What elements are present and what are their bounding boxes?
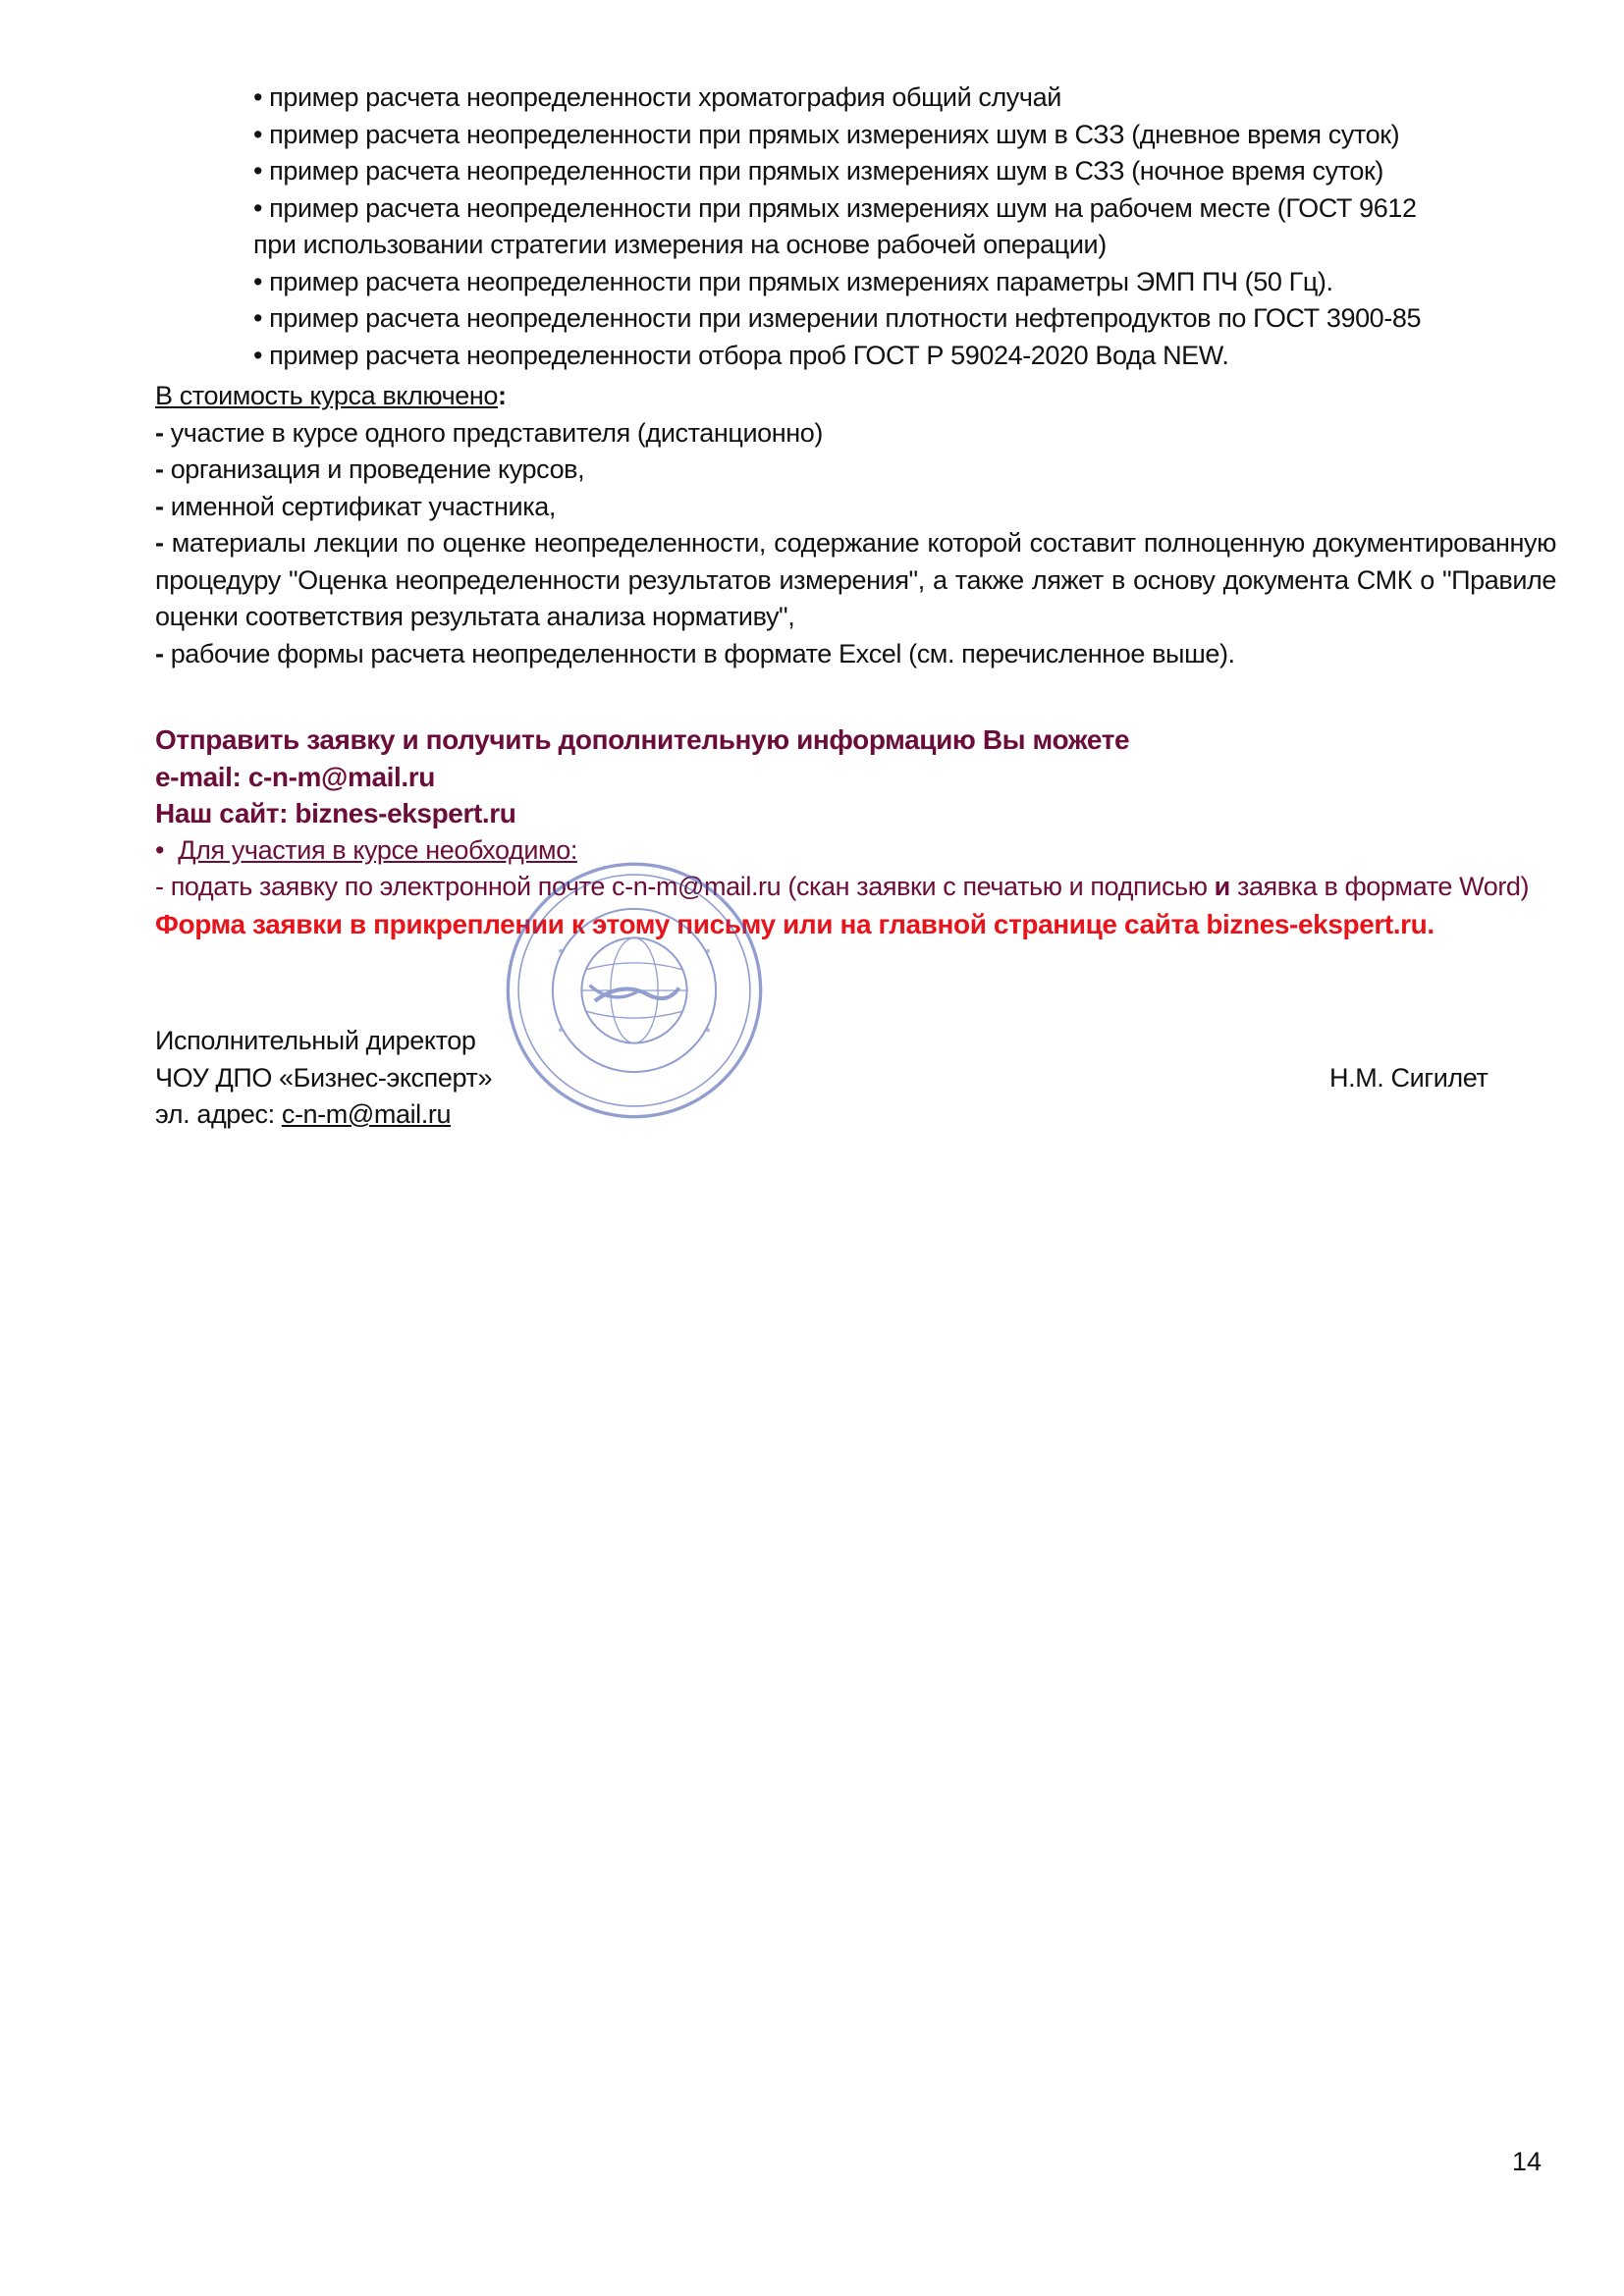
included-item-text: участие в курсе одного представителя (дистанционно) [163, 417, 823, 448]
included-heading-text: В стоимость курса включено [155, 381, 499, 410]
dash-marker: - [155, 491, 164, 521]
signature-block [155, 1023, 1530, 1134]
list-item: • пример расчета неопределенности при прямых измерениях шум в СЗЗ (дневное время суток) [253, 119, 1400, 149]
bullet-marker: • [155, 834, 165, 865]
apply-text-2: заявка в формате Word) [1229, 872, 1530, 901]
apply-text-bold: и [1214, 872, 1230, 901]
participation-heading [155, 832, 1556, 870]
list-item: • пример расчета неопределенности хроматография общий случай [253, 82, 1061, 112]
contact-site[interactable]: Наш сайт: biznes-ekspert.ru [155, 798, 516, 828]
contact-intro: Отправить заявку и получить дополнительную информацию Вы можете [155, 724, 1130, 755]
signature-email-link[interactable]: c-n-m@mail.ru [281, 1099, 452, 1129]
list-item: • пример расчета неопределенности при прямых измерениях шум на рабочем месте (ГОСТ 9612 [253, 192, 1417, 223]
signature-name: Н.М. Сигилет [1329, 1062, 1489, 1093]
included-item-text: организация и проведение курсов, [163, 454, 585, 484]
included-item [155, 415, 1556, 453]
apply-text-1: - подать заявку по электронной почте c-n-m@mail.ru (скан заявки с печатью и подписью [155, 872, 1215, 901]
list-item: • пример расчета неопределенности при прямых измерениях параметры ЭМП ПЧ (50 Гц). [253, 266, 1333, 296]
signature-org: ЧОУ ДПО «Бизнес-эксперт» [155, 1062, 493, 1093]
apply-instruction [155, 869, 1556, 906]
included-item-text: материалы лекции по оценке неопределенности, содержание которой составит полноценную документированную процедуру "Оценка неопределенности результатов измерения", а также ляжет в основу документа СМК о "Правиле оценки соответствия результата анализа нормативу", [155, 528, 1556, 631]
included-item [155, 489, 1556, 526]
included-item [155, 525, 1556, 636]
form-note: Форма заявки в прикреплении к этому письму или на главной странице сайта biznes-ekspert.ru. [155, 908, 1435, 939]
included-heading-colon: : [498, 381, 507, 410]
included-item [155, 452, 1556, 489]
signature-email-line [155, 1096, 1530, 1134]
signature-org-line [155, 1060, 1530, 1097]
included-section [155, 378, 1556, 672]
contact-email[interactable]: e-mail: c-n-m@mail.ru [155, 761, 435, 792]
signature-email-label: эл. адрес: [155, 1099, 282, 1129]
included-item-text: рабочие формы расчета неопределенности в формате Excel (см. перечисленное выше). [163, 638, 1235, 668]
dash-marker: - [155, 417, 164, 448]
dash-marker: - [155, 454, 164, 484]
list-item: • пример расчета неопределенности при измерении плотности нефтепродуктов по ГОСТ 3900-85 [253, 303, 1422, 333]
list-item: • пример расчета неопределенности отбора проб ГОСТ Р 59024-2020 Вода NEW. [253, 340, 1229, 370]
page-number: 14 [1512, 2147, 1543, 2176]
example-list [253, 80, 1530, 374]
included-heading [155, 378, 1556, 415]
included-item [155, 636, 1556, 673]
signature-title: Исполнительный директор [155, 1026, 476, 1055]
participation-heading-text: Для участия в курсе необходимо: [178, 834, 577, 865]
contact-section [155, 721, 1556, 942]
list-item-continuation: при использовании стратегии измерения на основе рабочей операции) [253, 230, 1107, 259]
dash-marker: - [155, 528, 164, 558]
list-item: • пример расчета неопределенности при прямых измерениях шум в СЗЗ (ночное время суток) [253, 156, 1383, 186]
included-item-text: именной сертификат участника, [163, 491, 556, 521]
dash-marker: - [155, 638, 164, 668]
